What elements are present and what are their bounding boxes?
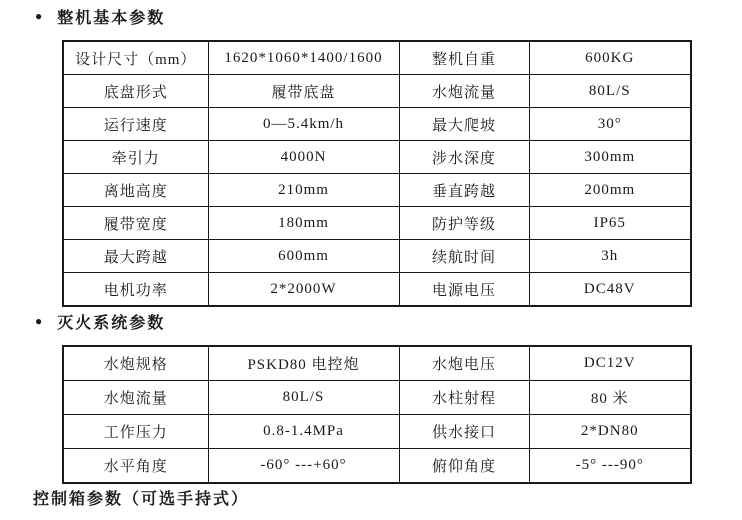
param-label-cell: 续航时间 xyxy=(399,240,529,273)
param-value-cell: 0—5.4km/h xyxy=(208,108,399,141)
section-header-control-box-params: 控制箱参数（可选手持式） xyxy=(33,491,250,508)
param-label-cell: 履带宽度 xyxy=(63,207,208,240)
param-label-cell: 运行速度 xyxy=(63,108,208,141)
machine-params-table xyxy=(62,40,692,307)
param-value-cell: 80 米 xyxy=(529,381,691,415)
param-value-cell: 600mm xyxy=(208,240,399,273)
param-value-cell: 0.8-1.4MPa xyxy=(208,415,399,449)
table-row xyxy=(63,75,691,108)
table-row xyxy=(63,346,691,381)
section-header-fire-system-params xyxy=(35,310,165,333)
param-label-cell: 电机功率 xyxy=(63,273,208,307)
param-value-cell: 200mm xyxy=(529,174,691,207)
param-value-cell: 4000N xyxy=(208,141,399,174)
table-row xyxy=(63,449,691,484)
param-label-cell: 最大爬坡 xyxy=(399,108,529,141)
table-row xyxy=(63,415,691,449)
param-value-cell: 2*2000W xyxy=(208,273,399,307)
param-label-cell: 最大跨越 xyxy=(63,240,208,273)
table-row xyxy=(63,273,691,307)
param-value-cell: -5° ---90° xyxy=(529,449,691,484)
param-label-cell: 水炮电压 xyxy=(399,346,529,381)
param-label-cell: 水炮规格 xyxy=(63,346,208,381)
bullet-icon: ● xyxy=(35,8,43,23)
table-row xyxy=(63,141,691,174)
section-header-machine-params xyxy=(35,5,165,28)
param-value-cell: 30° xyxy=(529,108,691,141)
param-value-cell: 3h xyxy=(529,240,691,273)
param-value-cell: 600KG xyxy=(529,41,691,75)
param-value-cell: 80L/S xyxy=(208,381,399,415)
param-label-cell: 整机自重 xyxy=(399,41,529,75)
param-value-cell: -60° ---+60° xyxy=(208,449,399,484)
param-label-cell: 水平角度 xyxy=(63,449,208,484)
param-value-cell: IP65 xyxy=(529,207,691,240)
param-label-cell: 涉水深度 xyxy=(399,141,529,174)
param-label-cell: 离地高度 xyxy=(63,174,208,207)
param-label-cell: 垂直跨越 xyxy=(399,174,529,207)
param-label-cell: 供水接口 xyxy=(399,415,529,449)
param-value-cell: 180mm xyxy=(208,207,399,240)
param-label-cell: 牵引力 xyxy=(63,141,208,174)
bullet-icon: ● xyxy=(35,313,43,328)
param-label-cell: 底盘形式 xyxy=(63,75,208,108)
table-row xyxy=(63,240,691,273)
param-value-cell: 300mm xyxy=(529,141,691,174)
param-value-cell: 2*DN80 xyxy=(529,415,691,449)
param-value-cell: 1620*1060*1400/1600 xyxy=(208,41,399,75)
param-label-cell: 水炮流量 xyxy=(63,381,208,415)
table-row xyxy=(63,381,691,415)
table-row xyxy=(63,174,691,207)
section-title: 整机基本参数 xyxy=(57,10,166,27)
table-row xyxy=(63,207,691,240)
param-label-cell: 水柱射程 xyxy=(399,381,529,415)
section-title: 灭火系统参数 xyxy=(57,315,166,332)
param-label-cell: 设计尺寸（mm） xyxy=(63,41,208,75)
table-row xyxy=(63,108,691,141)
param-value-cell: 80L/S xyxy=(529,75,691,108)
param-value-cell: 履带底盘 xyxy=(208,75,399,108)
param-value-cell: DC48V xyxy=(529,273,691,307)
param-label-cell: 防护等级 xyxy=(399,207,529,240)
param-value-cell: PSKD80 电控炮 xyxy=(208,346,399,381)
param-label-cell: 工作压力 xyxy=(63,415,208,449)
param-value-cell: DC12V xyxy=(529,346,691,381)
param-label-cell: 电源电压 xyxy=(399,273,529,307)
param-label-cell: 水炮流量 xyxy=(399,75,529,108)
fire-system-params-table xyxy=(62,345,692,484)
param-value-cell: 210mm xyxy=(208,174,399,207)
param-label-cell: 俯仰角度 xyxy=(399,449,529,484)
table-row xyxy=(63,41,691,75)
